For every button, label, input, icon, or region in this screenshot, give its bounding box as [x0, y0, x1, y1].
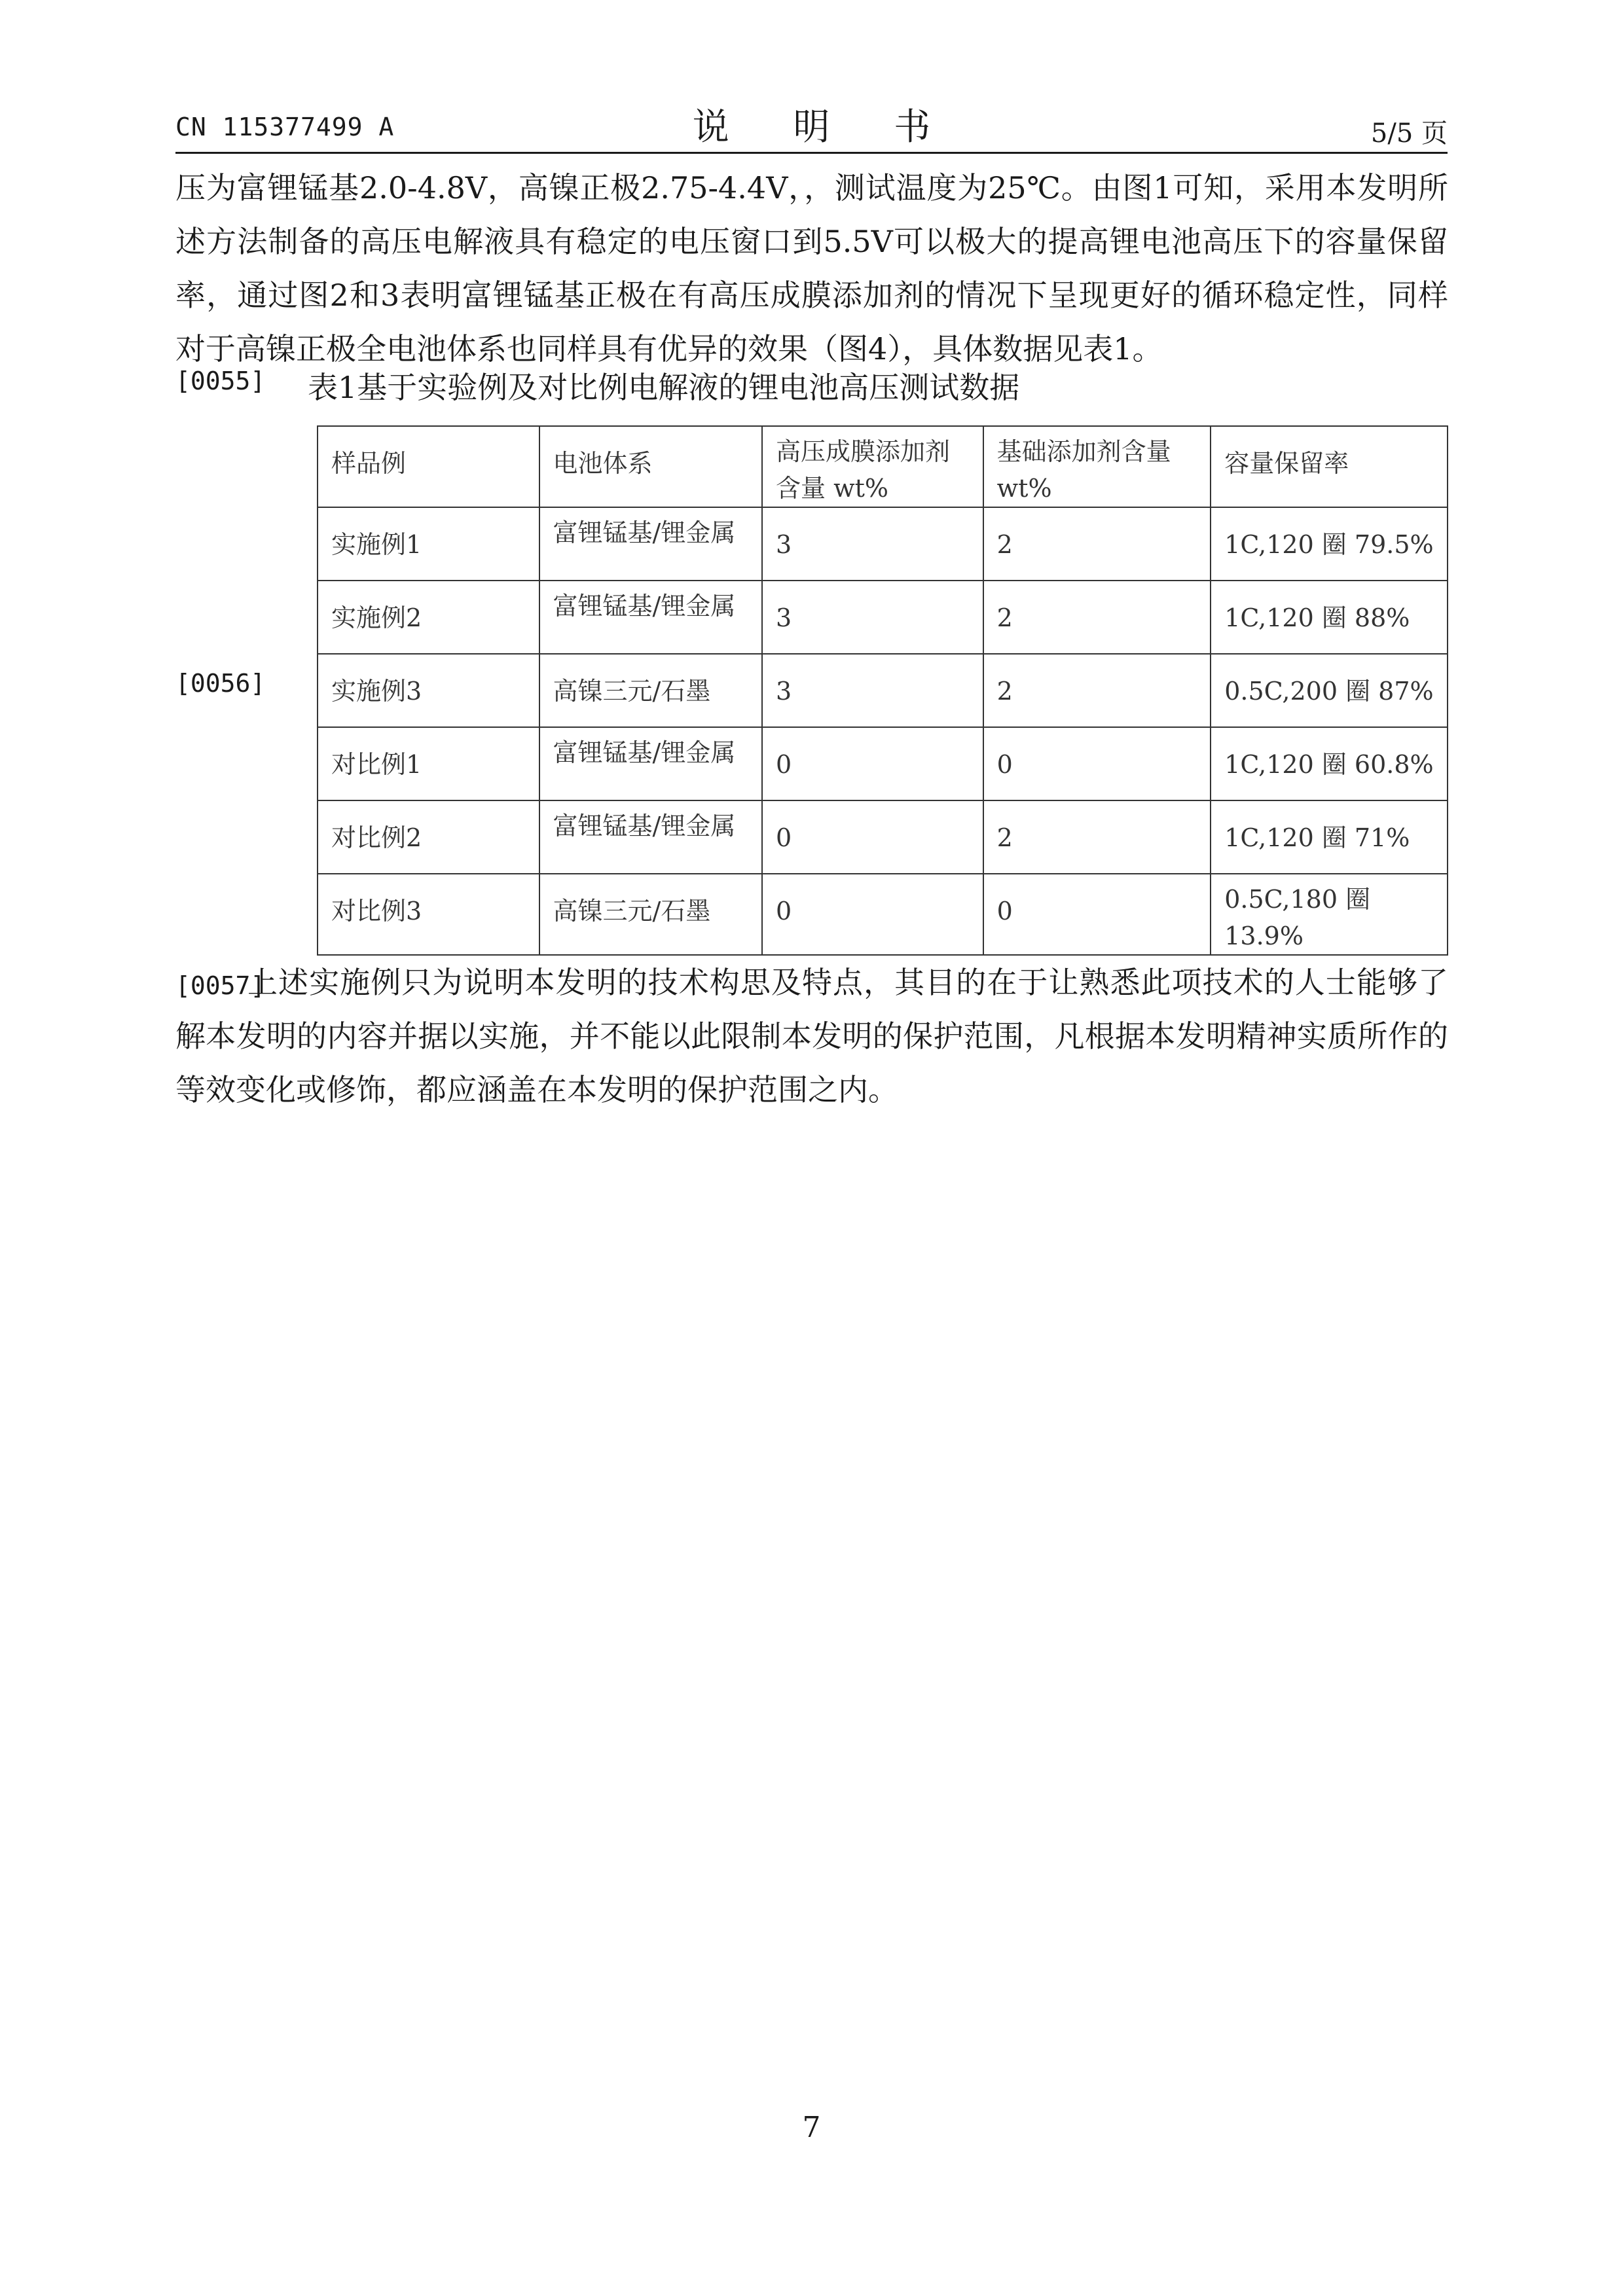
- page-number: 7: [802, 2111, 821, 2144]
- doc-title: 说 明 书: [692, 106, 957, 149]
- table-cell: 3: [762, 654, 983, 727]
- doc-number: CN 115377499 A: [175, 113, 395, 141]
- paragraph-number-0056: [0056]: [175, 669, 266, 698]
- table-cell: 3: [762, 507, 983, 581]
- table-header-cell: 高压成膜添加剂含量 wt%: [762, 426, 983, 507]
- table-row: [318, 581, 1448, 654]
- table-cell: 对比例2: [318, 800, 539, 874]
- table-cell: 1C,120 圈 79.5%: [1211, 507, 1448, 581]
- table-cell: 富锂锰基/锂金属: [539, 507, 763, 581]
- table-cell: 0.5C,180 圈 13.9%: [1211, 874, 1448, 955]
- table-cell: 0: [762, 874, 983, 955]
- table-cell: 对比例1: [318, 727, 539, 800]
- header-divider: [175, 152, 1448, 154]
- table-cell: 富锂锰基/锂金属: [539, 581, 763, 654]
- table-cell: 高镍三元/石墨: [539, 654, 763, 727]
- table-cell: 2: [983, 800, 1211, 874]
- page-indicator: 5/5 页: [1370, 118, 1448, 149]
- table-caption: 表1基于实验例及对比例电解液的锂电池高压测试数据: [308, 370, 1020, 405]
- table-cell: 富锂锰基/锂金属: [539, 800, 763, 874]
- page-header: [175, 98, 1448, 151]
- table-row: [318, 800, 1448, 874]
- table-cell: 0: [983, 727, 1211, 800]
- table-cell: 实施例3: [318, 654, 539, 727]
- data-table: [317, 425, 1448, 956]
- table-header-cell: 基础添加剂含量 wt%: [983, 426, 1211, 507]
- table-cell: 0.5C,200 圈 87%: [1211, 654, 1448, 727]
- paragraph-0057: 上述实施例只为说明本发明的技术构思及特点，其目的在于让熟悉此项技术的人士能够了解本发明的内容并据以实施，并不能以此限制本发明的保护范围，凡根据本发明精神实质所作的等效变化或修饰，都应涵盖在本发明的保护范围之内。: [175, 965, 1448, 1107]
- table-cell: 对比例3: [318, 874, 539, 955]
- paragraph-number-0057: [0057]: [175, 971, 266, 1000]
- table-cell: 0: [762, 727, 983, 800]
- table-cell: 2: [983, 507, 1211, 581]
- table-header-row: [318, 426, 1448, 507]
- table-cell: 0: [762, 800, 983, 874]
- table-row: [318, 654, 1448, 727]
- table-cell: 实施例2: [318, 581, 539, 654]
- paragraph-continued: 压为富锂锰基2.0-4.8V，高镍正极2.75-4.4V，，测试温度为25℃。由图1可知，采用本发明所述方法制备的高压电解液具有稳定的电压窗口到5.5V可以极大的提高锂电池高压下的容量保留率，通过图2和3表明富锂锰基正极在有高压成膜添加剂的情况下呈现更好的循环稳定性，同样对于高镍正极全电池体系也同样具有优异的效果（图4），具体数据见表1。: [175, 170, 1448, 367]
- table-cell: 实施例1: [318, 507, 539, 581]
- table-row: [318, 874, 1448, 955]
- table-cell: 0: [983, 874, 1211, 955]
- table-header-cell: 电池体系: [539, 426, 763, 507]
- table-cell: 2: [983, 581, 1211, 654]
- table-cell: 富锂锰基/锂金属: [539, 727, 763, 800]
- table-row: [318, 727, 1448, 800]
- table-header-cell: 样品例: [318, 426, 539, 507]
- table-cell: 1C,120 圈 60.8%: [1211, 727, 1448, 800]
- table-cell: 2: [983, 654, 1211, 727]
- paragraph-number-0055: [0055]: [175, 367, 266, 395]
- table-cell: 高镍三元/石墨: [539, 874, 763, 955]
- table-cell: 1C,120 圈 88%: [1211, 581, 1448, 654]
- table-row: [318, 507, 1448, 581]
- table-header-cell: 容量保留率: [1211, 426, 1448, 507]
- table-cell: 1C,120 圈 71%: [1211, 800, 1448, 874]
- table-cell: 3: [762, 581, 983, 654]
